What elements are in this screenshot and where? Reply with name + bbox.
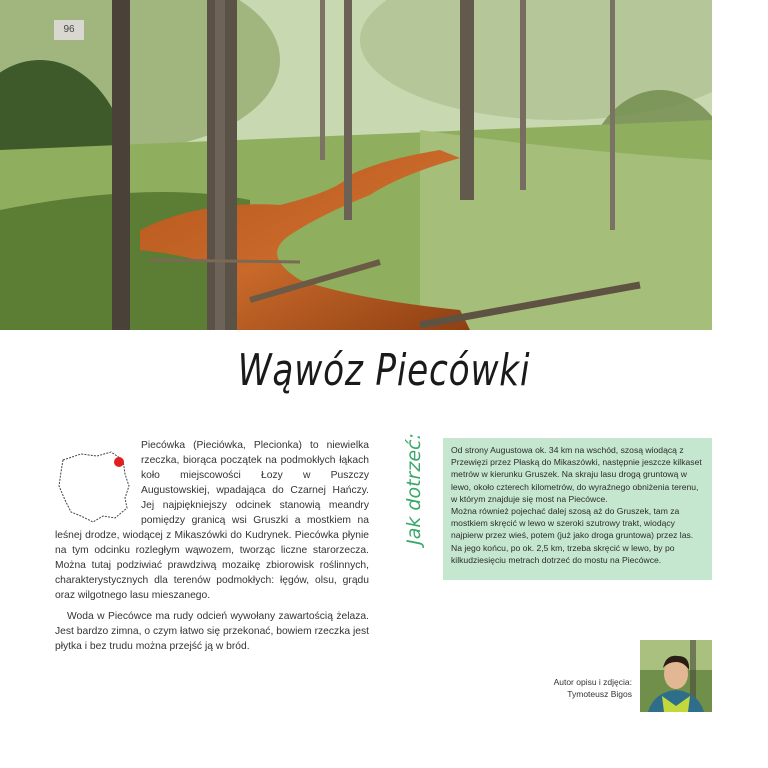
directions-box (443, 438, 712, 580)
author-label: Autor opisu i zdjęcia: (553, 677, 632, 687)
header-photo (0, 0, 712, 330)
description-column (55, 438, 369, 654)
location-marker-icon (114, 457, 124, 467)
directions-paragraph-2: Można również pojechać dalej szosą aż do Gruszek, tam za mostkiem skręcić w lewo w szeroki szutrowy trakt, wiodący najpierw przez wieś, potem (już jako droga gruntowa) przez las. Na jego końcu, po ok. 2,5 km, trzeba skręcić w lewo, by po kilkudziesięciu metrach dotrzeć do mostu na Piecówce. (451, 506, 694, 565)
forest-stream-photo (0, 0, 712, 330)
directions-label: Jak dotrzeć: (403, 433, 425, 545)
paragraph-1: Piecówka (Pieciówka, Plecionka) to niewielka rzeczka, biorąca początek na podmokłych łąkach koło miejscowości Łozy w Puszczy Augustowskiej, wpadająca do Czarnej Hańczy. Jej najpiękniejszy odcinek stanowią meandry pomiędzy granicą wsi Gruszki a mostkiem na leśnej drodze, wiodącej z Mikaszówki do Kudrynek. Piecówka płynie na tym odcinku rozległym wąwozem, tworząc liczne starorzecza. Można tutaj podziwiać prawdziwą mozaikę zbiorowisk roślinnych, charakterystycznych dla terenów podmokłych: łęgów, olsu, grądu oraz wilgotnego lasu mieszanego. (55, 440, 369, 601)
author-portrait (640, 640, 712, 712)
directions-heading (392, 433, 436, 558)
author-portrait-image (640, 640, 712, 712)
page-number: 96 (54, 20, 84, 40)
author-name: Tymoteusz Bigos (567, 689, 632, 699)
paragraph-2: Woda w Piecówce ma rudy odcień wywołany zawartością żelaza. Jest bardzo zimna, o czym łatwo się przekonać, bowiem rzeczka jest płytka i bez trudu można przejść ją w bród. (55, 611, 369, 652)
directions-paragraph-1: Od strony Augustowa ok. 34 km na wschód, szosą wiodącą z Przewięzi przez Płaską do Mikaszówki, następnie jeszcze kilkaset metrów w kierunku Gruszek. Na skraju lasu drogą gruntową w lewo, około czterech kilometrów, do wyraźnego obniżenia terenu, w którym znajduje się most na Piecówce. (451, 445, 702, 504)
author-credit (540, 676, 632, 700)
page-title: Wąwóz Piecówki (237, 345, 531, 396)
poland-map-icon (53, 446, 135, 526)
